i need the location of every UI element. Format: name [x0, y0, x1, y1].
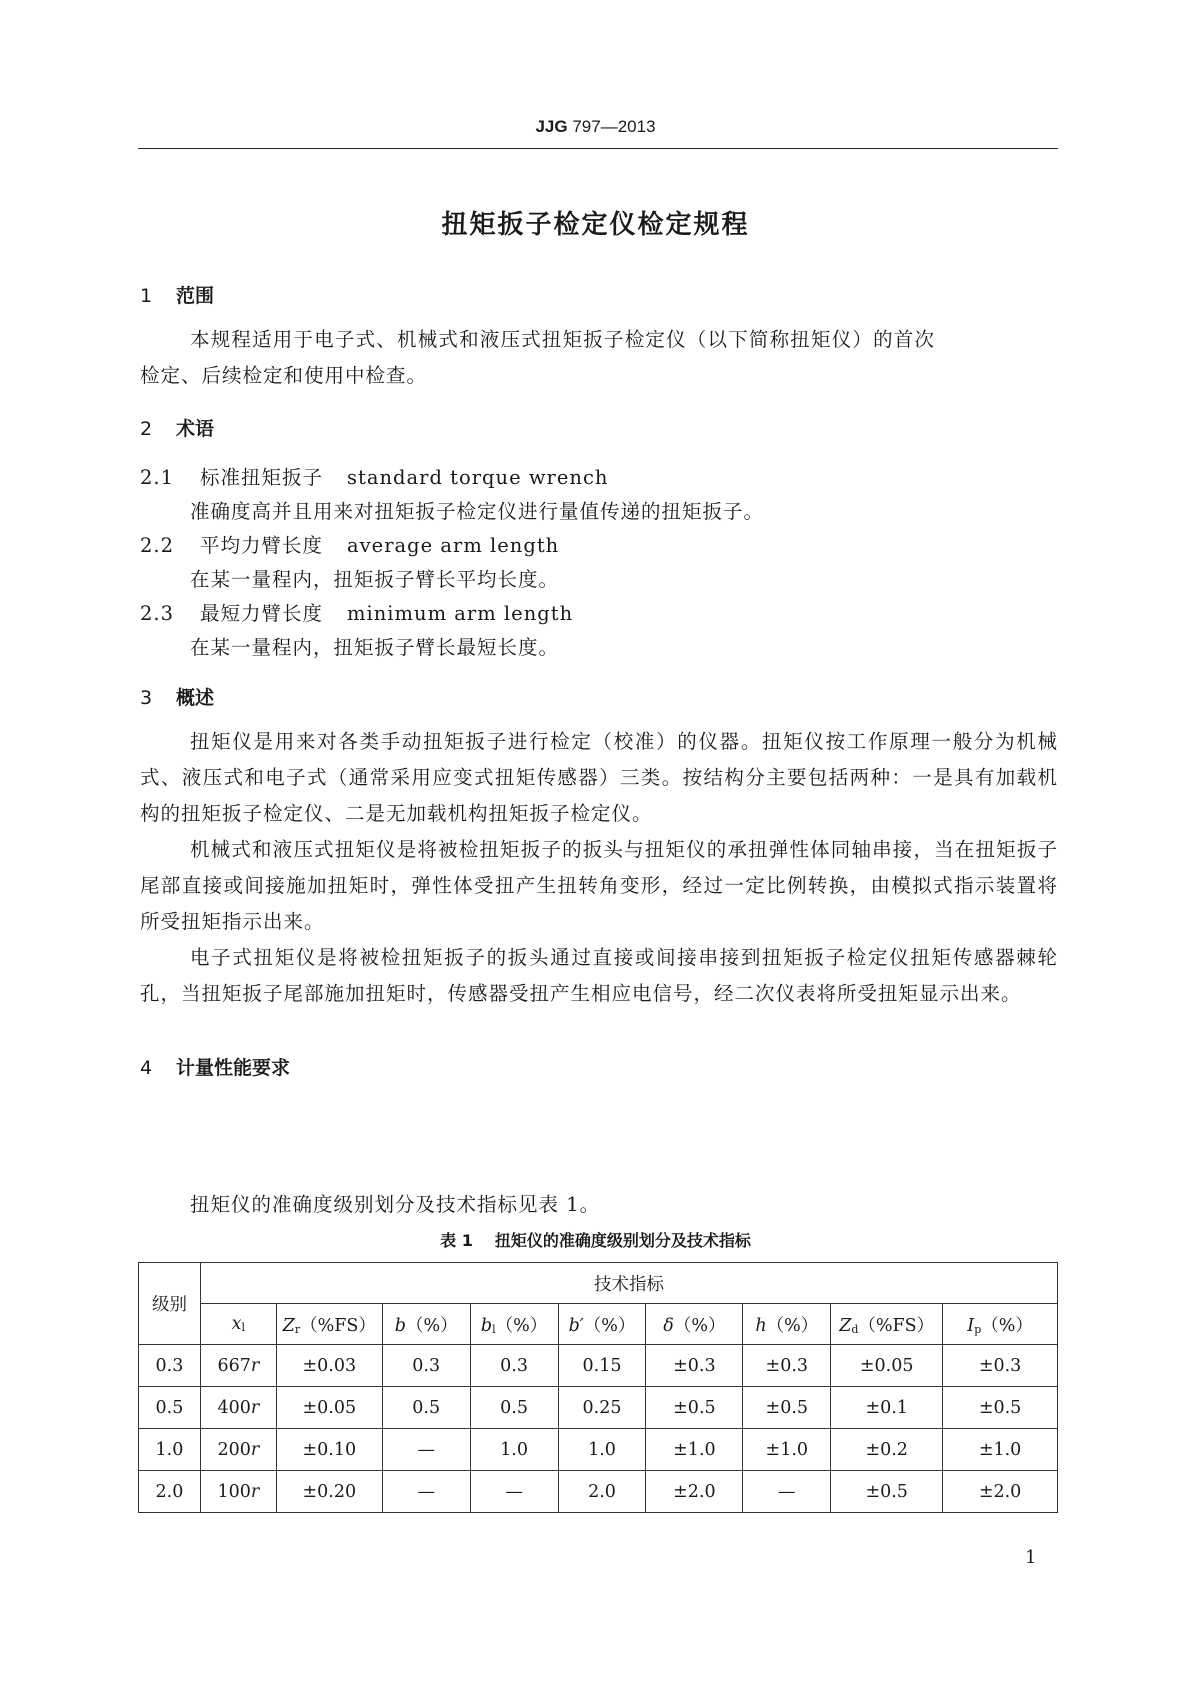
section-3-title: 概述 [176, 687, 215, 709]
section-1-line-1: 本规程适用于电子式、机械式和液压式扭矩扳子检定仪（以下简称扭矩仪）的首次 [190, 328, 936, 351]
term-number: 2.2 [140, 534, 175, 557]
table-cell: ±0.20 [276, 1471, 382, 1513]
x-cell: 200r [200, 1429, 276, 1471]
term-cn: 平均力臂长度 [200, 534, 324, 557]
table-cell: ±0.5 [831, 1471, 943, 1513]
section-3-paragraph-3: 电子式扭矩仪是将被检扭矩扳子的扳头通过直接或间接串接到扭矩扳子检定仪扭矩传感器棘轮孔，当扭矩扳子尾部施加扭矩时，传感器受扭产生相应电信号，经二次仪表将所受扭矩显示出来。 [140, 946, 1058, 1005]
term-2-3-definition: 在某一量程内，扭矩扳子臂长最短长度。 [190, 636, 560, 659]
section-4-heading [140, 1053, 290, 1080]
section-3-paragraph-1: 扭矩仪是用来对各类手动扭矩扳子进行检定（校准）的仪器。扭矩仪按工作原理一般分为机械式、液压式和电子式（通常采用应变式扭矩传感器）三类。按结构分主要包括两种：一是具有加载机构的扭矩扳子检定仪、二是无加载机构扭矩扳子检定仪。 [140, 730, 1058, 825]
standard-code-prefix: JJG [535, 117, 568, 136]
section-3-number: 3 [140, 687, 153, 709]
column-header: b（%） [382, 1304, 470, 1345]
term-cn: 标准扭矩扳子 [200, 466, 324, 489]
section-1-title: 范围 [176, 285, 215, 307]
table-header-row-1 [139, 1263, 1058, 1304]
table-cell: — [382, 1429, 470, 1471]
column-header: Zd（%FS） [831, 1304, 943, 1345]
table-header-row-2 [139, 1304, 1058, 1345]
term-2-2-definition: 在某一量程内，扭矩扳子臂长平均长度。 [190, 568, 560, 591]
x-cell: 667r [200, 1345, 276, 1387]
table-cell: — [743, 1471, 831, 1513]
column-header: δ（%） [646, 1304, 743, 1345]
table-caption [0, 1228, 1191, 1251]
table-cell: 0.3 [382, 1345, 470, 1387]
column-header: bl（%） [470, 1304, 558, 1345]
section-1-heading [140, 281, 214, 308]
term-2-3 [140, 598, 573, 626]
section-3-paragraph-2: 机械式和液压式扭矩仪是将被检扭矩扳子的扳头与扭矩仪的承扭弹性体同轴串接，当在扭矩扳子尾部直接或间接施加扭矩时，弹性体受扭产生扭转角变形，经过一定比例转换，由模拟式指示装置将所受扭矩指示出来。 [140, 838, 1058, 933]
table-cell: ±1.0 [743, 1429, 831, 1471]
term-en: average arm length [347, 534, 560, 557]
page-title: 扭矩扳子检定仪检定规程 [441, 210, 750, 240]
table-row [139, 1345, 1058, 1387]
page-number: 1 [1025, 1547, 1037, 1568]
x-cell: 400r [200, 1387, 276, 1429]
table-cell: ±2.0 [646, 1471, 743, 1513]
x-cell: 100r [200, 1471, 276, 1513]
section-4-title: 计量性能要求 [176, 1057, 291, 1079]
table-cell: 0.15 [558, 1345, 646, 1387]
level-cell: 1.0 [139, 1429, 201, 1471]
table-cell: ±0.3 [646, 1345, 743, 1387]
table-cell: — [382, 1471, 470, 1513]
table-cell: 0.5 [470, 1387, 558, 1429]
level-cell: 0.3 [139, 1345, 201, 1387]
column-header: b′（%） [558, 1304, 646, 1345]
level-cell: 2.0 [139, 1471, 201, 1513]
standard-code-number: 797—2013 [572, 117, 656, 136]
technical-indicators-header: 技术指标 [200, 1263, 1057, 1304]
table-cell: ±0.3 [743, 1345, 831, 1387]
column-header: h（%） [743, 1304, 831, 1345]
header-rule [138, 148, 1058, 149]
term-en: minimum arm length [347, 602, 574, 625]
table-row [139, 1471, 1058, 1513]
table-cell: ±0.5 [943, 1387, 1058, 1429]
term-number: 2.1 [140, 466, 175, 489]
section-1-paragraph [140, 322, 1058, 394]
section-1-number: 1 [140, 285, 153, 307]
table-caption-number: 表 1 [440, 1231, 473, 1250]
section-4-paragraph: 扭矩仪的准确度级别划分及技术指标见表 1。 [190, 1193, 601, 1216]
table-cell: ±1.0 [646, 1429, 743, 1471]
table-caption-text: 扭矩仪的准确度级别划分及技术指标 [494, 1231, 751, 1250]
table-cell: ±0.1 [831, 1387, 943, 1429]
table-cell: ±0.2 [831, 1429, 943, 1471]
column-header: Zr（%FS） [276, 1304, 382, 1345]
term-number: 2.3 [140, 602, 175, 625]
table-cell: 2.0 [558, 1471, 646, 1513]
section-2-title: 术语 [176, 418, 215, 440]
table-cell: ±0.05 [831, 1345, 943, 1387]
table-cell: ±0.3 [943, 1345, 1058, 1387]
table-cell: ±0.03 [276, 1345, 382, 1387]
term-cn: 最短力臂长度 [200, 602, 324, 625]
term-2-2 [140, 530, 559, 558]
section-4-number: 4 [140, 1057, 153, 1079]
table-cell: ±0.10 [276, 1429, 382, 1471]
specification-table [138, 1262, 1058, 1513]
column-header: Ip（%） [943, 1304, 1058, 1345]
section-3-heading [140, 683, 214, 710]
table-cell: ±0.05 [276, 1387, 382, 1429]
term-2-1 [140, 462, 608, 490]
term-2-1-definition: 准确度高并且用来对扭矩扳子检定仪进行量值传递的扭矩扳子。 [190, 500, 765, 523]
table-cell: ±2.0 [943, 1471, 1058, 1513]
table-cell: — [470, 1471, 558, 1513]
table-cell: 1.0 [470, 1429, 558, 1471]
table-cell: 0.5 [382, 1387, 470, 1429]
table-row [139, 1387, 1058, 1429]
table-cell: 0.25 [558, 1387, 646, 1429]
table-cell: ±0.5 [646, 1387, 743, 1429]
level-cell: 0.5 [139, 1387, 201, 1429]
section-2-number: 2 [140, 418, 153, 440]
table-cell: 0.3 [470, 1345, 558, 1387]
table-cell: 1.0 [558, 1429, 646, 1471]
standard-code [0, 117, 1191, 137]
section-2-heading [140, 414, 214, 441]
column-header: xl [200, 1304, 276, 1345]
term-en: standard torque wrench [347, 466, 609, 489]
table-cell: ±0.5 [743, 1387, 831, 1429]
table-row [139, 1429, 1058, 1471]
section-1-line-2: 检定、后续检定和使用中检查。 [140, 364, 428, 387]
table-cell: ±1.0 [943, 1429, 1058, 1471]
level-header: 级别 [139, 1263, 201, 1345]
